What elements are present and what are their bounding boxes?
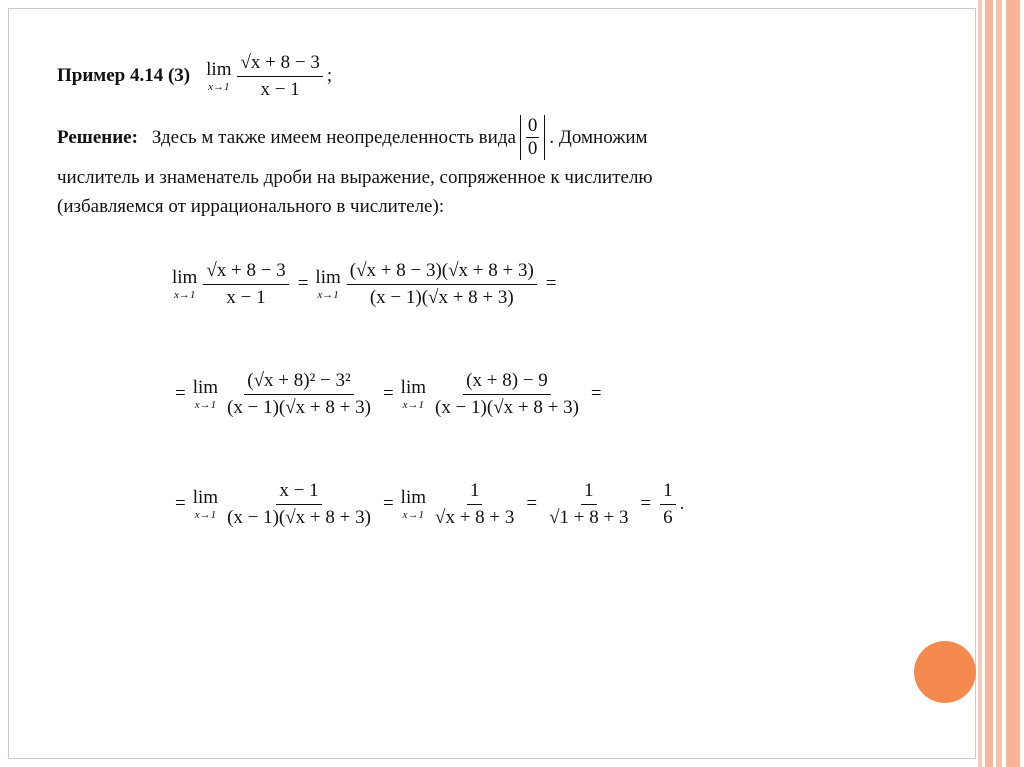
example-label: Пример 4.14 (3)	[57, 65, 191, 87]
fraction: $\frac{1}{√x + 8 + 3}$	[435, 480, 515, 528]
fraction: $\frac{1}{√1 + 8 + 3}$	[549, 480, 629, 528]
solution-line-3: (избавляемся от иррационального в числителе):	[57, 196, 445, 217]
example-title: Пример 4.14 (3) lim x→1 $\frac{√x + 8 - 3}{x - 1}$ ;	[57, 52, 333, 100]
solution-label: Решение:	[57, 126, 138, 148]
fraction-result: $\frac{1}{6}$	[660, 480, 676, 529]
fraction: $\frac{√x + 8 - 3}{x - 1}$	[203, 260, 288, 309]
limit-operator: lim x→1	[206, 58, 232, 93]
fraction: $\frac{(x + 8) - 9}{(x - 1)(√x + 8 + 3)}$	[435, 370, 579, 418]
solution-line-2: числитель и знаменатель дроби на выражение, сопряженное к числителю	[57, 167, 653, 188]
limit-operator: lim x→1	[192, 376, 219, 411]
equation-row-3: = lim x→1 $\frac{x - 1}{(x - 1)(√x + 8 + 3)}$ = lim x→1 $\frac{1}{√x + 8 + 3}$ = $\frac{1}{√1 + 8 + 3}$ = $\frac{1}{6}$ .	[175, 480, 685, 528]
stripe	[1006, 0, 1020, 767]
fraction: $\frac{(√x + 8 - 3)(√x + 8 + 3)}{(x - 1)(√x + 8 + 3)}$	[347, 260, 537, 309]
stripe	[985, 0, 993, 767]
limit-operator: lim x→1	[172, 266, 198, 301]
fraction: $\frac{√x + 8 - 3}{x - 1}$	[237, 52, 322, 101]
stripe	[978, 0, 982, 767]
limit-operator: lim x→1	[400, 376, 427, 411]
solution-line-1: Решение: Здесь м также имеем неопределенность вида 0 0 . Домножим	[57, 115, 648, 159]
limit-operator: lim x→1	[192, 486, 219, 521]
limit-operator: lim x→1	[315, 266, 341, 301]
equation-row-2: = lim x→1 $\frac{\text{(√x + 8)² − 3²}}{(x - 1)(√x + 8 + 3)}$ = lim x→1 $\frac{(x + 8) - 9}{(x - 1)(√x + 8 + 3)}$ =	[175, 370, 602, 418]
decorative-circle	[914, 641, 976, 703]
equation-row-1: lim x→1 $\frac{√x + 8 - 3}{x - 1}$ = lim x→1 $\frac{(√x + 8 - 3)(√x + 8 + 3)}{(x - 1)(√x + 8 + 3)}$ =	[172, 260, 557, 308]
decorative-stripes	[978, 0, 1024, 767]
fraction: $\frac{\text{(√x + 8)² − 3²}}{(x - 1)(√x + 8 + 3)}$	[227, 370, 371, 418]
stripe	[996, 0, 1002, 767]
indeterminate-form: 0 0	[520, 115, 546, 160]
limit-operator: lim x→1	[400, 486, 427, 521]
fraction: $\frac{x - 1}{(x - 1)(√x + 8 + 3)}$	[227, 480, 371, 528]
